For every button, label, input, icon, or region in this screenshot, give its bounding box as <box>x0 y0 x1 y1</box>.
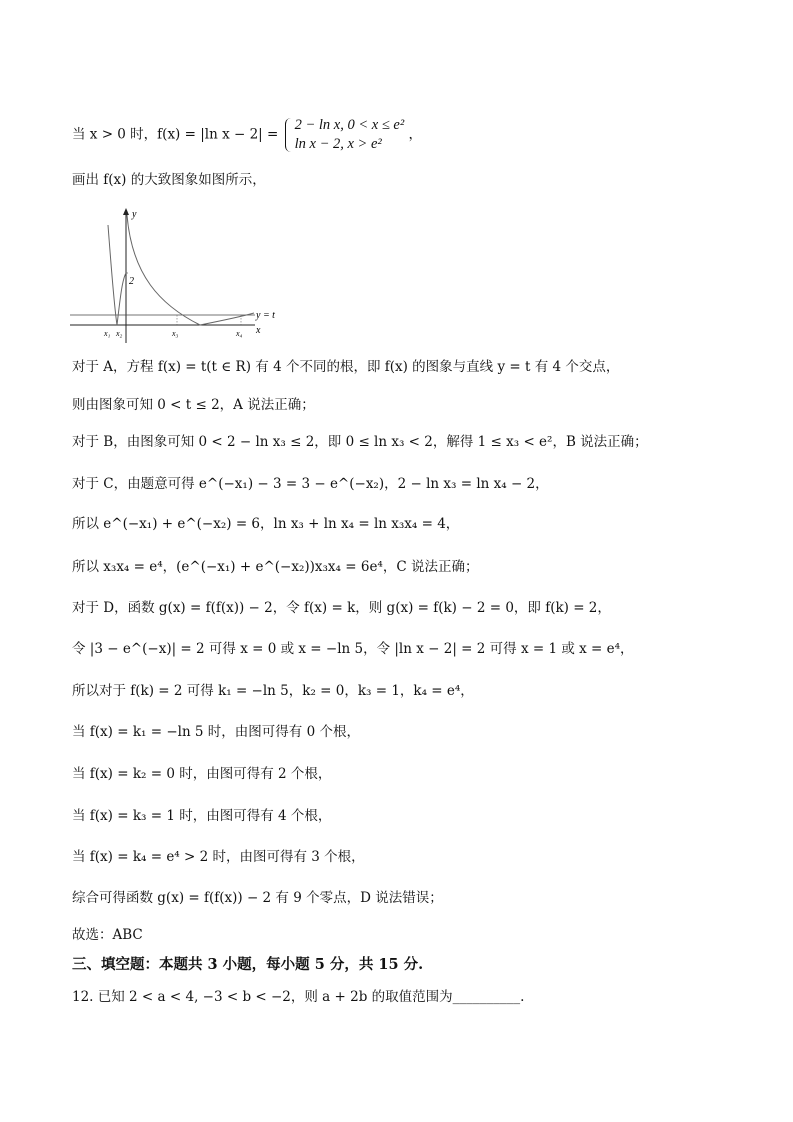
analysis-d-conclusion: 综合可得函数 g(x) = f(f(x)) − 2 有 9 个零点，D 说法错误； <box>72 890 443 906</box>
x4-label: x₄ <box>236 329 243 338</box>
case-1: 2 − ln x, 0 < x ≤ e² <box>294 117 405 133</box>
piecewise-suffix: ， <box>408 126 422 143</box>
analysis-c-step3: 所以 x₃x₄ = e⁴，(e^(−x₁) + e^(−x₂))x₃x₄ = 6e⁴，C 说法正确； <box>72 559 479 575</box>
case-k2: 当 f(x) = k₂ = 0 时，由图可得有 2 个根， <box>72 766 332 782</box>
tick-2-label: 2 <box>129 276 134 287</box>
analysis-d-step3: 所以对于 f(k) = 2 可得 k₁ = −ln 5，k₂ = 0，k₃ = 1，k₄ = e⁴， <box>72 683 474 699</box>
analysis-b: 对于 B，由图象可知 0 < 2 − ln x₃ ≤ 2，即 0 ≤ ln x₃ < 2，解得 1 ≤ x₃ < e²，B 说法正确； <box>72 434 648 450</box>
piecewise-cases <box>285 116 405 154</box>
case-k3: 当 f(x) = k₃ = 1 时，由图可得有 4 个根， <box>72 808 332 824</box>
x2-label: x₂ <box>116 329 123 338</box>
y-axis-arrow <box>123 208 129 215</box>
graph-intro: 画出 f(x) 的大致图象如图所示， <box>72 172 266 188</box>
analysis-d: 对于 D，函数 g(x) = f(f(x)) − 2，令 f(x) = k，则 g(x) = f(k) − 2 = 0，即 f(k) = 2， <box>72 600 611 616</box>
analysis-c: 对于 C，由题意可得 e^(−x₁) − 3 = 3 − e^(−x₂)，2 − ln x₃ = ln x₄ − 2， <box>72 476 549 492</box>
x-axis-label: x <box>256 325 261 336</box>
piecewise-prefix: 当 x > 0 时，f(x) = |ln x − 2| = <box>72 126 283 143</box>
function-graph <box>70 205 290 345</box>
section-heading: 三、填空题：本题共 3 小题，每小题 5 分，共 15 分. <box>72 956 424 973</box>
y-axis-label: y <box>132 209 137 220</box>
right-branch-curve <box>127 215 254 325</box>
left-branch-curve <box>108 225 126 325</box>
case-k1: 当 f(x) = k₁ = −ln 5 时，由图可得有 0 个根， <box>72 724 360 740</box>
case-2: ln x − 2, x > e² <box>294 136 382 152</box>
x3-label: x₃ <box>172 329 179 338</box>
analysis-a-conclusion: 则由图象可知 0 < t ≤ 2，A 说法正确； <box>72 397 315 413</box>
question-12: 12. 已知 2 < a < 4, −3 < b < −2，则 a + 2b 的取值范围为__________. <box>72 989 525 1005</box>
answer: 故选：ABC <box>72 927 143 943</box>
analysis-c-step2: 所以 e^(−x₁) + e^(−x₂) = 6，ln x₃ + ln x₄ = ln x₃x₄ = 4， <box>72 516 460 532</box>
analysis-a: 对于 A，方程 f(x) = t(t ∈ R) 有 4 个不同的根，即 f(x) 的图象与直线 y = t 有 4 个交点， <box>72 359 620 375</box>
piecewise-definition <box>72 116 422 154</box>
analysis-d-step2: 令 |3 − e^(−x)| = 2 可得 x = 0 或 x = −ln 5，令 |ln x − 2| = 2 可得 x = 1 或 x = e⁴， <box>72 641 634 657</box>
case-k4: 当 f(x) = k₄ = e⁴ > 2 时，由图可得有 3 个根， <box>72 849 365 865</box>
x1-label: x₁ <box>104 329 111 338</box>
line-y-eq-t-label: y = t <box>256 310 275 321</box>
